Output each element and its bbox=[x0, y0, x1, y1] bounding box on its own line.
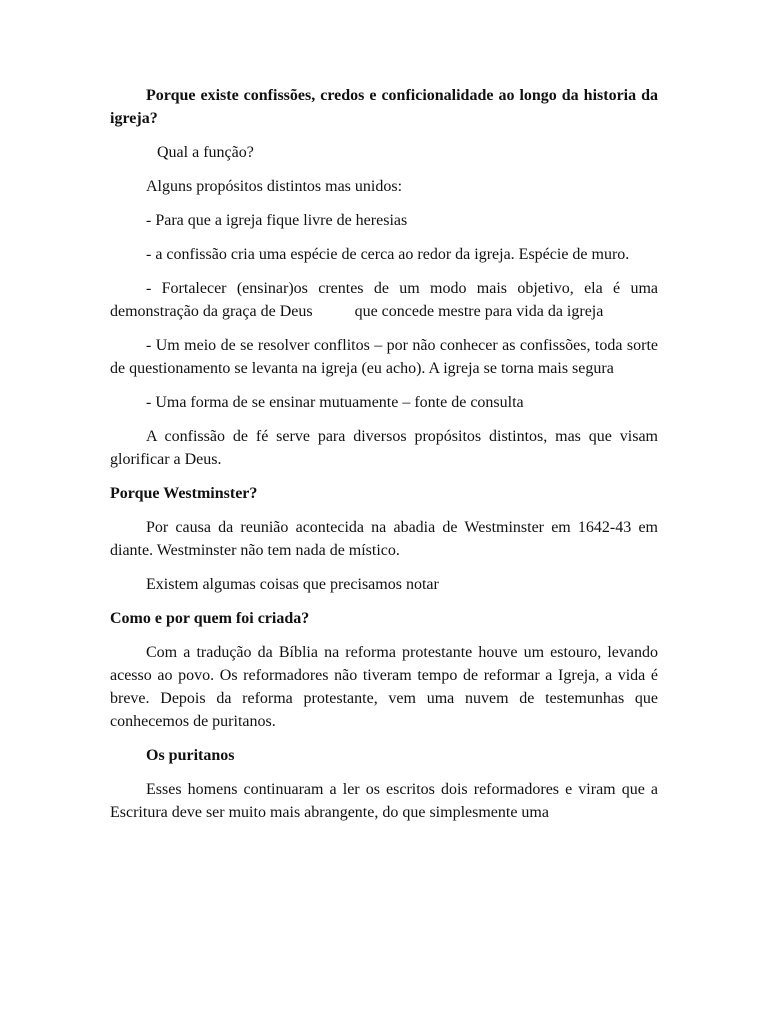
heading-puritans: Os puritanos bbox=[146, 747, 235, 764]
heading-westminster: Porque Westminster? bbox=[110, 485, 258, 502]
paragraph-strengthen-part2: que concede mestre para vida da igreja bbox=[354, 303, 604, 320]
question-heading: Porque existe confissões, credos e conficionalidade ao longo da historia da igreja? bbox=[110, 87, 658, 127]
paragraph-confession-purpose: A confissão de fé serve para diversos propósitos distintos, mas que visam glorificar a Deus. bbox=[110, 428, 658, 468]
paragraph-fence: - a confissão cria uma espécie de cerca ao redor da igreja. Espécie de muro. bbox=[146, 246, 630, 263]
document-page bbox=[110, 84, 658, 835]
paragraph-heresies: - Para que a igreja fique livre de heresias bbox=[146, 212, 408, 229]
paragraph-puritans: Esses homens continuaram a ler os escritos dois reformadores e viram que a Escritura deve ser muito mais abrangente, do que simplesmente uma bbox=[110, 781, 658, 821]
paragraph-mutual-teaching: - Uma forma de se ensinar mutuamente – fonte de consulta bbox=[146, 394, 524, 411]
paragraph-conflicts: - Um meio de se resolver conflitos – por não conhecer as confissões, toda sorte de questionamento se levanta na igreja (eu acho). A igreja se torna mais segura bbox=[110, 337, 658, 377]
paragraph-westminster-meeting: Por causa da reunião acontecida na abadia de Westminster em 1642-43 em diante. Westminster não tem nada de místico. bbox=[110, 519, 658, 559]
paragraph-strengthen bbox=[110, 277, 658, 323]
paragraph-things-to-note: Existem algumas coisas que precisamos notar bbox=[146, 576, 439, 593]
heading-how-created: Como e por quem foi criada? bbox=[110, 610, 310, 627]
paragraph-bible-translation: Com a tradução da Bíblia na reforma protestante houve um estouro, levando acesso ao povo. Os reformadores não tiveram tempo de reformar a Igreja, a vida é breve. Depois da reforma protestante, vem uma nuvem de testemunhas que conhecemos de puritanos. bbox=[110, 644, 658, 730]
paragraph-strengthen-part1: - Fortalecer (ensinar)os crentes de um modo mais objetivo, ela é uma demonstração da graça de Deus bbox=[110, 280, 658, 320]
paragraph-purposes-intro: Alguns propósitos distintos mas unidos: bbox=[146, 178, 403, 195]
function-question: Qual a função? bbox=[157, 144, 254, 161]
